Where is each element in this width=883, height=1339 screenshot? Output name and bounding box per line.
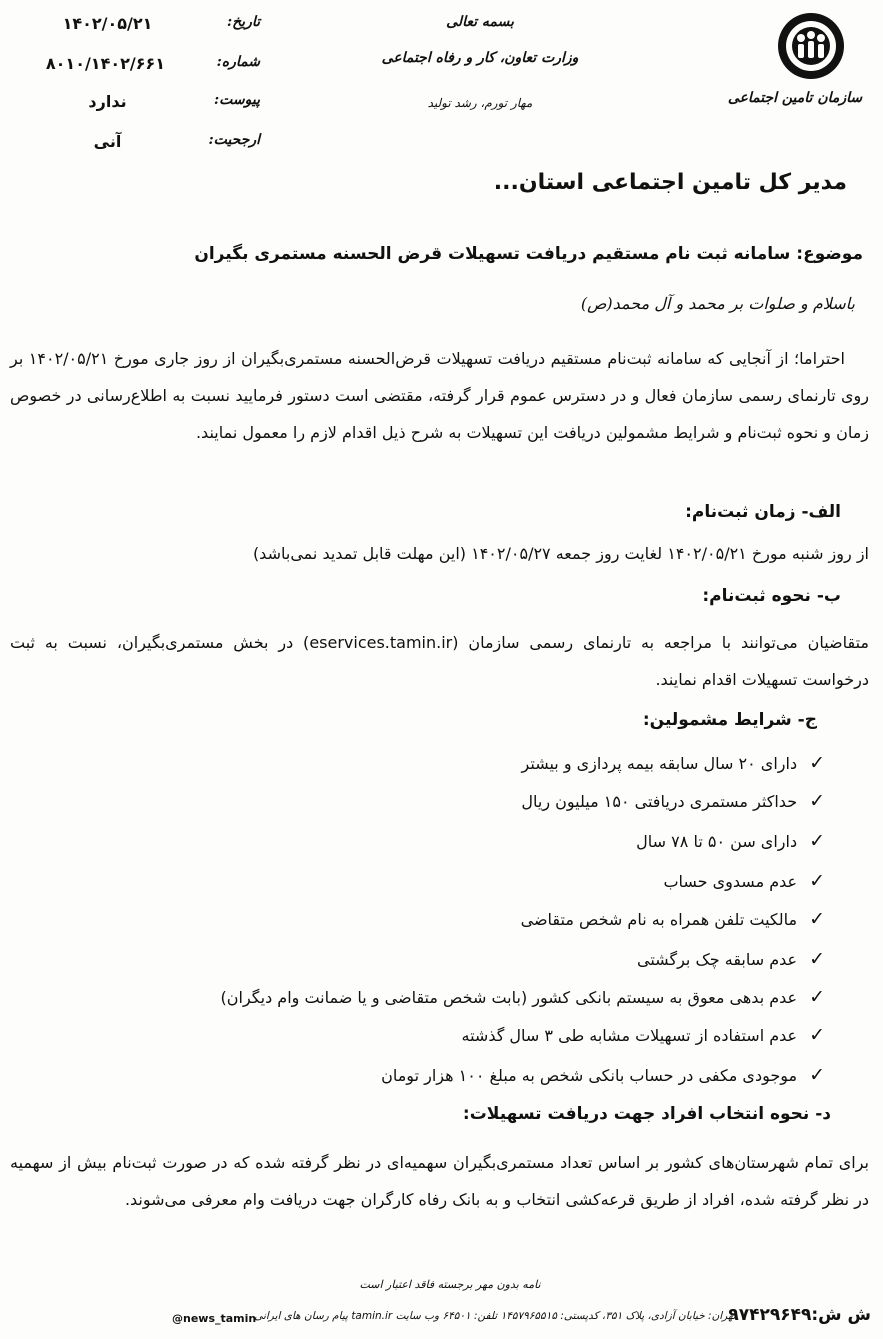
registration-time-text: از روز شنبه مورخ ۱۴۰۲/۰۵/۲۱ لغایت روز جمعه ۱۴۰۲/۰۵/۲۷ (این مهلت قابل تمدید نمی‌باشد) (252, 544, 869, 563)
priority-row (50, 132, 260, 162)
condition-item: ✓دارای ۲۰ سال سابقه بیمه پردازی و بیشتر (521, 752, 825, 774)
number-value: ۸۰۱۰/۱۴۰۲/۶۶۱ (45, 54, 165, 73)
checkmark-icon: ✓ (809, 908, 825, 930)
checkmark-icon: ✓ (809, 948, 825, 970)
subject-line: موضوع: سامانه ثبت نام مستقیم دریافت تسهیلات قرض الحسنه مستمری بگیران (194, 244, 863, 264)
condition-item: ✓مالکیت تلفن همراه به نام شخص متقاضی (520, 908, 825, 930)
date-label: تاریخ: (226, 14, 260, 30)
footer-address: تهران: خیابان آزادی، پلاک ۳۵۱، کدپستی: ۱۴۵۷۹۶۵۵۱۵ تلفن: ۶۴۵۰۱ وب سایت tamin.ir پیام رسان های ایرانی (254, 1310, 736, 1322)
eligibility-heading: ج- شرایط مشمولین: (642, 710, 817, 730)
checkmark-icon: ✓ (809, 1024, 825, 1046)
intro-paragraph: احتراما؛ از آنجایی که سامانه ثبت‌نام مستقیم دریافت تسهیلات قرض‌الحسنه مستمری‌بگیران از روز جاری مورخ ۱۴۰۲/۰۵/۲۱ بر روی تارنمای رسمی سازمان فعال و در دسترس عموم قرار گرفته، مقتضی است دستور فرمایید نسبت به اطلاع‌رسانی در خصوص زمان و نحوه ثبت‌نام و شرایط مشمولین دریافت این تسهیلات به شرح ذیل اقدام لازم را معمول نمایند. (10, 349, 869, 442)
condition-item: ✓عدم سابقه چک برگشتی (637, 948, 825, 970)
footer-note: نامه بدون مهر برجسته فاقد اعتبار است (359, 1278, 541, 1291)
selection-heading: د- نحوه انتخاب افراد جهت دریافت تسهیلات: (462, 1104, 831, 1124)
date-row (50, 14, 260, 44)
social-handle: @news_tamin (172, 1312, 257, 1325)
ministry-name: وزارت تعاون، کار و رفاه اجتماعی (381, 50, 579, 66)
condition-item: ✓عدم مسدوی حساب (663, 870, 825, 892)
priority-value: آنی (93, 132, 122, 151)
checkmark-icon: ✓ (809, 986, 825, 1008)
year-slogan: مهار تورم، رشد تولید (427, 96, 533, 110)
checkmark-icon: ✓ (809, 870, 825, 892)
condition-item: ✓عدم بدهی معوق به سیستم بانکی کشور (بابت شخص متقاضی و یا ضمانت وام دیگران) (220, 986, 825, 1008)
condition-item: ✓عدم استفاده از تسهیلات مشابه طی ۳ سال گذشته (461, 1024, 825, 1046)
selection-text: برای تمام شهرستان‌های کشور بر اساس تعداد مستمری‌بگیران سهمیه‌ای در نظر گرفته شده که در صورت ثبت‌نام بیش از سهمیه در نظر گرفته شده، افراد از طریق قرعه‌کشی انتخاب و به بانک رفاه کارگران جهت دریافت وام معرفی می‌شوند. (10, 1153, 869, 1209)
number-row (45, 54, 260, 84)
salutation: باسلام و صلوات بر محمد و آل محمد(ص) (580, 294, 855, 313)
checkmark-icon: ✓ (809, 752, 825, 774)
attachment-value: ندارد (88, 92, 127, 111)
checkmark-icon: ✓ (809, 790, 825, 812)
checkmark-icon: ✓ (809, 830, 825, 852)
organization-logo (768, 10, 854, 82)
attachment-row (50, 92, 260, 122)
condition-item: ✓موجودی مکفی در حساب بانکی شخص به مبلغ ۱۰۰ هزار تومان (381, 1064, 825, 1086)
registration-time-heading: الف- زمان ثبت‌نام: (685, 502, 841, 522)
recipient: مدیر کل تامین اجتماعی استان... (493, 170, 847, 195)
number-label: شماره: (216, 54, 260, 70)
organization-name: سازمان تامین اجتماعی (727, 90, 863, 106)
registration-method-text: متقاضیان می‌توانند با مراجعه به تارنمای رسمی سازمان (eservices.tamin.ir) در بخش مستمری‌بگیران، نسبت به ثبت درخواست تسهیلات اقدام نمایند. (10, 633, 870, 689)
registration-method-heading: ب- نحوه ثبت‌نام: (702, 586, 841, 606)
bismillah: بسمه تعالی (446, 14, 514, 30)
condition-item: ✓حداکثر مستمری دریافتی ۱۵۰ میلیون ریال (521, 790, 825, 812)
social-security-number: ش ش:۹۷۴۲۹۶۴۹ (728, 1305, 871, 1325)
condition-item: ✓دارای سن ۵۰ تا ۷۸ سال (636, 830, 825, 852)
priority-label: ارجحیت: (208, 132, 260, 148)
checkmark-icon: ✓ (809, 1064, 825, 1086)
date-value: ۱۴۰۲/۰۵/۲۱ (62, 14, 153, 33)
attachment-label: پیوست: (214, 92, 260, 108)
